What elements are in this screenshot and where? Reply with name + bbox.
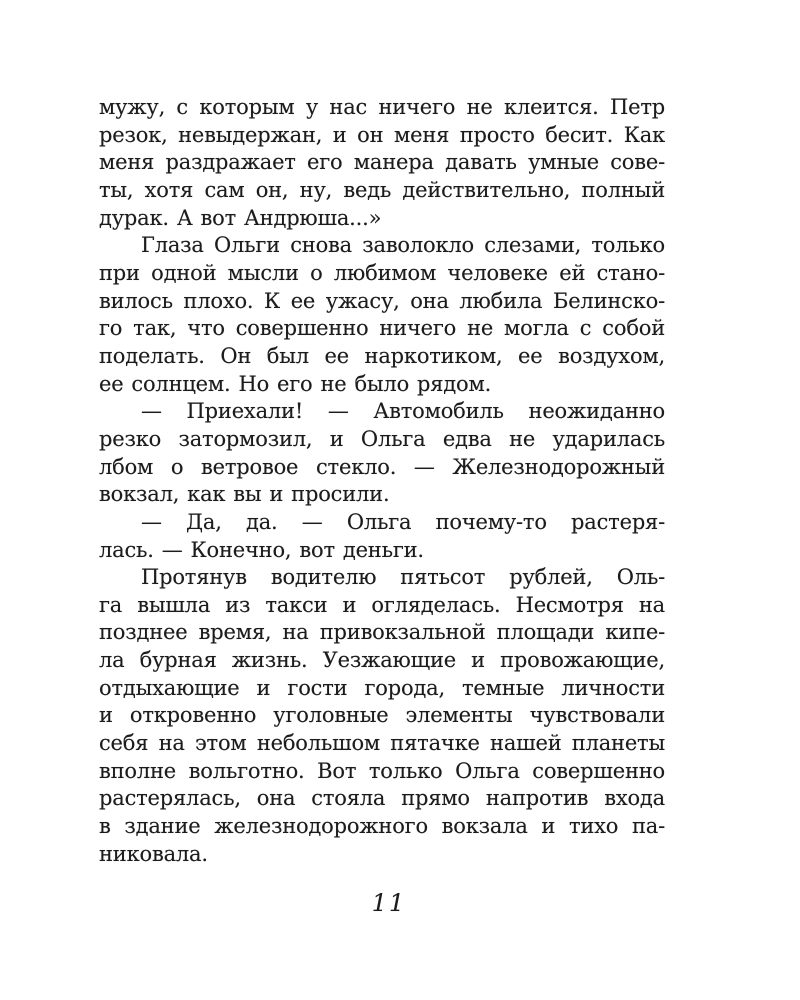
text-line: при одной мысли о любимом человеке ей стано-	[99, 260, 665, 285]
text-line: — Да, да. — Ольга почему-то растеря-	[141, 509, 665, 534]
page-number: 11	[371, 889, 407, 917]
paragraph	[99, 94, 665, 232]
text-line: га вышла из такси и огляделась. Несмотря на	[99, 592, 665, 617]
text-line: мужу, с которым у нас ничего не клеится. Петр	[99, 95, 665, 119]
text-line: себя на этом небольшом пятачке нашей планеты	[99, 731, 665, 756]
paragraph	[99, 232, 665, 398]
text-line: Протянув водителю пятьсот рублей, Оль-	[141, 565, 665, 590]
text-line: го так, что совершенно ничего не могла с собой	[99, 316, 665, 341]
text-line: никовала.	[99, 841, 208, 866]
text-line: вполне вольготно. Вот только Ольга совершенно	[99, 758, 665, 783]
text-line: поделать. Он был ее наркотиком, ее воздухом,	[99, 343, 665, 368]
text-line: вилось плохо. К ее ужасу, она любила Белинско-	[99, 288, 665, 313]
text-line: вокзал, как вы и просили.	[99, 482, 390, 507]
text-line: ла бурная жизнь. Уезжающие и провожающие,	[99, 648, 665, 673]
text-line: в здание железнодорожного вокзала и тихо па-	[99, 814, 665, 839]
text-line: — Приехали! — Автомобиль неожиданно	[141, 399, 665, 424]
text-line: растерялась, она стояла прямо напротив входа	[99, 786, 665, 811]
text-line: резко затормозил, и Ольга едва не ударилась	[99, 426, 665, 451]
text-line: лась. — Конечно, вот деньги.	[99, 537, 424, 562]
text-line: резок, невыдержан, и он меня просто бесит. Как	[99, 122, 665, 147]
paragraph	[99, 509, 665, 564]
paragraph	[99, 398, 665, 509]
text-line: Глаза Ольги снова заволокло слезами, только	[141, 233, 665, 258]
text-line: ее солнцем. Но его не было рядом.	[99, 371, 492, 396]
text-block	[99, 94, 665, 868]
paragraph	[99, 564, 665, 868]
text-line: лбом о ветровое стекло. — Железнодорожный	[99, 454, 665, 479]
text-line: дурак. А вот Андрюша...»	[99, 205, 382, 230]
text-line: позднее время, на привокзальной площади кипе-	[99, 620, 665, 645]
text-line: отдыхающие и гости города, темные личности	[99, 675, 665, 700]
text-line: и откровенно уголовные элементы чувствовали	[99, 703, 665, 728]
text-line: меня раздражает его манера давать умные сове-	[99, 150, 665, 175]
text-line: ты, хотя сам он, ну, ведь действительно, полный	[99, 177, 665, 202]
